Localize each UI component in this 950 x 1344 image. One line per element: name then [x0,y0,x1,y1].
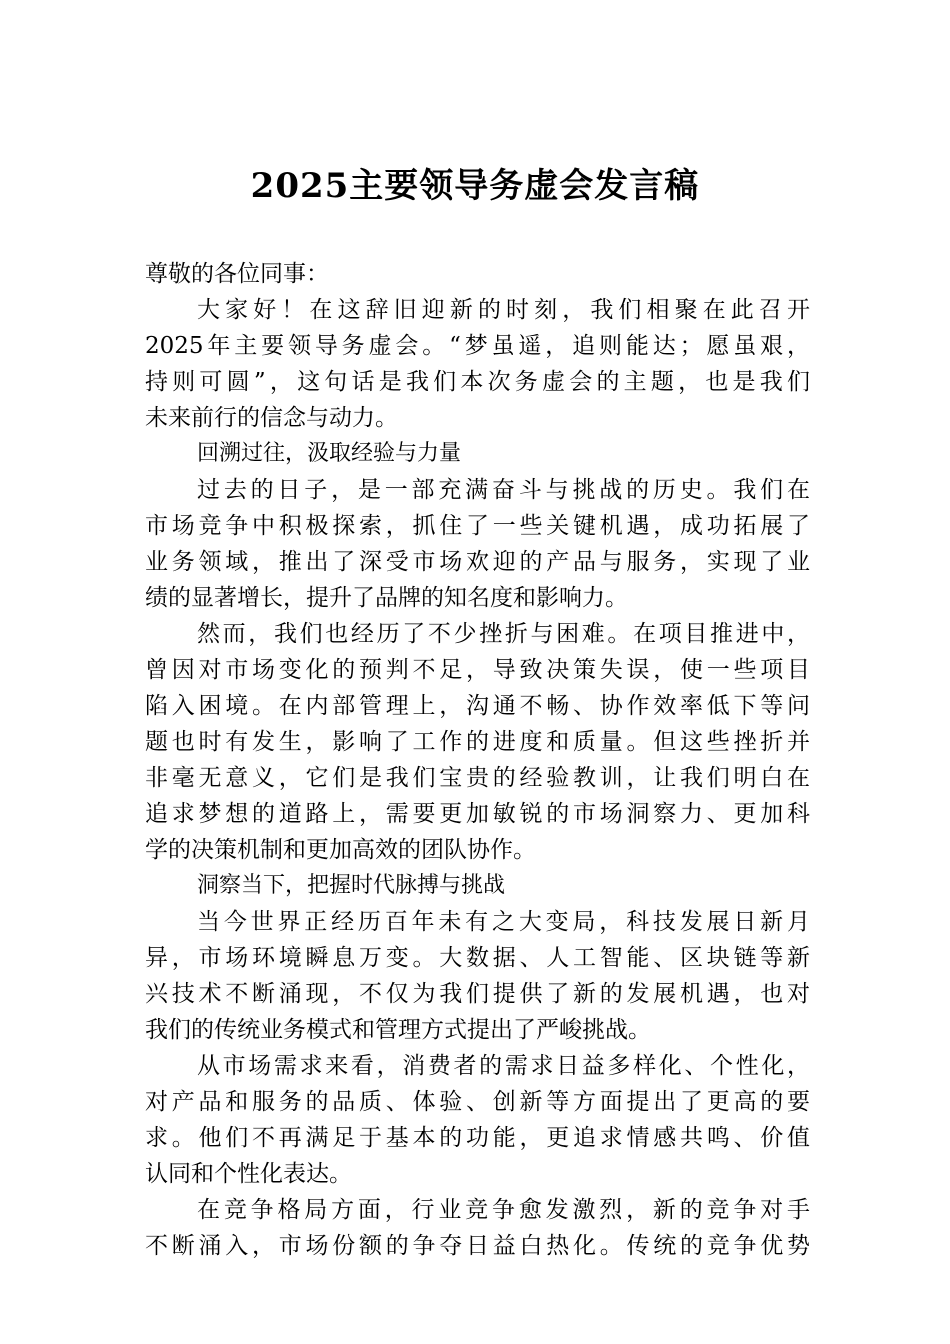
paragraph [145,1048,810,1192]
text-line: 曾因对市场变化的预判不足，导致决策失误，使一些项目 [145,657,810,683]
text-line: 追求梦想的道路上，需要更加敏锐的市场洞察力、更加科 [145,801,810,827]
text-line: 学的决策机制和更加高效的团队协作。 [145,837,536,863]
text-line: 从市场需求来看，消费者的需求日益多样化、个性化， [197,1053,810,1079]
text-line: 过去的日子，是一部充满奋斗与挑战的历史。我们在 [197,477,810,503]
paragraph [145,904,810,1048]
paragraph [145,1192,810,1264]
text-line: 异，市场环境瞬息万变。大数据、人工智能、区块链等新 [145,945,810,971]
section-heading: 回溯过往，汲取经验与力量 [197,441,462,466]
text-line: 认同和个性化表达。 [145,1161,352,1187]
text-line: 2025年主要领导务虚会。“梦虽遥，追则能达；愿虽艰， [145,333,810,359]
text-line: 绩的显著增长，提升了品牌的知名度和影响力。 [145,585,628,611]
greeting: 尊敬的各位同事： [145,261,329,287]
text-line: 对产品和服务的品质、体验、创新等方面提出了更高的要 [145,1089,810,1115]
text-line: 市场竞争中积极探索，抓住了一些关键机遇，成功拓展了 [145,513,810,539]
text-line: 业务领域，推出了深受市场欢迎的产品与服务，实现了业 [145,549,810,575]
paragraph [145,472,810,616]
text-line: 题也时有发生，影响了工作的进度和质量。但这些挫折并 [145,729,810,755]
text-line: 在竞争格局方面，行业竞争愈发激烈，新的竞争对手 [197,1197,810,1223]
text-line: 大家好！在这辞旧迎新的时刻，我们相聚在此召开 [197,297,810,323]
text-line: 陷入困境。在内部管理上，沟通不畅、协作效率低下等问 [145,693,810,719]
text-line: 兴技术不断涌现，不仅为我们提供了新的发展机遇，也对 [145,981,810,1007]
document-title: 2025主要领导务虚会发言稿 [250,166,700,206]
text-line: 我们的传统业务模式和管理方式提出了严峻挑战。 [145,1017,651,1043]
text-line: 持则可圆”，这句话是我们本次务虚会的主题，也是我们 [145,369,810,395]
text-line: 未来前行的信念与动力。 [145,405,398,431]
document-body [145,256,810,1264]
text-line: 不断涌入，市场份额的争夺日益白热化。传统的竞争优势 [145,1233,810,1259]
section-heading: 洞察当下，把握时代脉搏与挑战 [197,873,506,898]
text-line: 非毫无意义，它们是我们宝贵的经验教训，让我们明白在 [145,765,810,791]
paragraph [145,616,810,868]
paragraph [145,292,810,436]
text-line: 然而，我们也经历了不少挫折与困难。在项目推进中， [197,621,810,647]
text-line: 当今世界正经历百年未有之大变局，科技发展日新月 [197,909,810,935]
text-line: 求。他们不再满足于基本的功能，更追求情感共鸣、价值 [145,1125,810,1151]
